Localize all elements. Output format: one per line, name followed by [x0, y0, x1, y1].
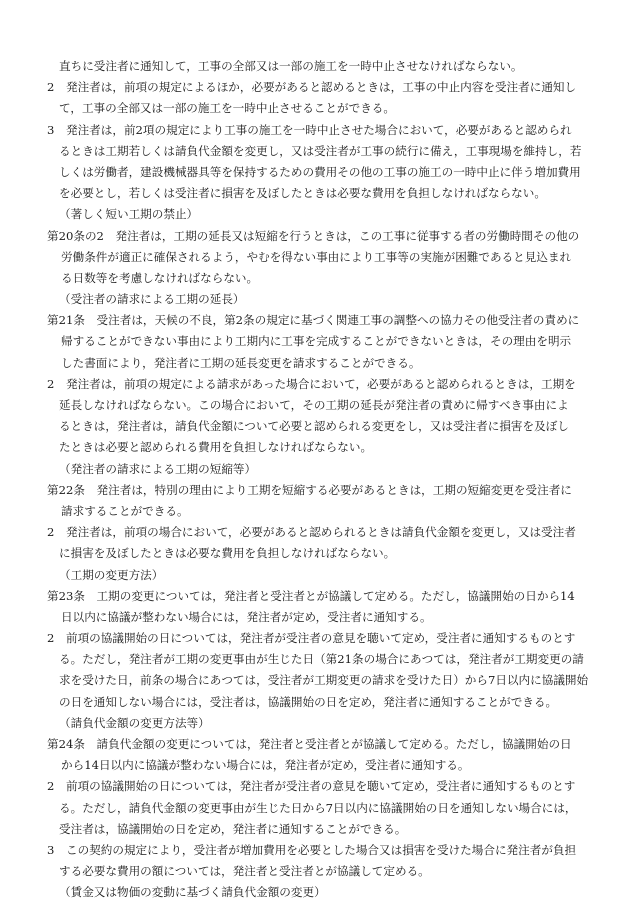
text-line: たときは必要と認められる費用を負担しなければならない。: [59, 440, 373, 455]
text-line: 帰することができない事由により工期内に工事を完成することができないときは，その理由を明示: [61, 334, 572, 349]
article-heading: （受注者の請求による工期の延長）: [59, 292, 245, 307]
text-line: る。ただし，発注者が工期の変更事由が生じた日（第21条の場合にあつては，発注者が工期変更の請: [59, 652, 584, 667]
text-line: 受注者は，協議開始の日を定め，発注者に通知することができる。: [59, 821, 407, 836]
text-line: 日以内に協議が整わない場合には，発注者が定め，受注者に通知する。: [61, 609, 432, 624]
text-line: 2 発注者は，前項の場合において，必要があると認められるときは請負代金額を変更し，又は受注者: [47, 525, 576, 540]
text-line: する必要な費用の額については，発注者と受注者とが協議して定める。: [59, 864, 430, 879]
text-line: 第20条の2 発注者は，工期の延長又は短縮を行うときは，この工事に従事する者の労働時間その他の: [47, 228, 580, 243]
text-line: 2 発注者は，前項の規定による請求があった場合において，必要があると認められるときは，工期を: [47, 376, 576, 391]
text-line: しくは労働者，建設機械器具等を保持するための費用その他の工事の施工の一時中止に伴う増加費用: [59, 164, 581, 179]
text-line: 延長しなければならない。この場合において，その工期の延長が発注者の責めに帰すべき事由によ: [59, 398, 569, 412]
text-line: 第24条 請負代金額の変更については，発注者と受注者とが協議して定める。ただし，協議開始の日: [47, 737, 572, 751]
text-line: 第21条 受注者は，天候の不良，第2条の規定に基づく関連工事の調整への協力その他受注者の責めに: [47, 313, 580, 328]
text-line: 第23条 工期の変更については，発注者と受注者とが協議して定める。ただし，協議開始の日から14: [47, 588, 575, 603]
text-line: の日を通知しない場合には，受注者は，協議開始の日を定め，発注者に通知することができる。: [59, 694, 558, 709]
text-line: を必要とし，若しくは受注者に損害を及ぼしたときは必要な費用を負担しなければならない。: [59, 186, 546, 201]
text-line: 2 前項の協議開始の日については，発注者が受注者の意見を聴いて定め，受注者に通知するものとす: [47, 631, 576, 646]
text-line: 3 この契約の規定により，受注者が増加費用を必要とした場合又は損害を受けた場合に発注者が負担: [47, 842, 577, 857]
text-line: から14日以内に協議が整わない場合には，発注者が定め，受注者に通知する。: [61, 758, 470, 773]
text-line: に損害を及ぼしたときは必要な費用を負担しなければならない。: [59, 546, 396, 561]
article-heading: （著しく短い工期の禁止）: [59, 207, 199, 222]
text-line: 3 発注者は，前2項の規定により工事の施工を一時中止させた場合において，必要があると認められ: [47, 122, 572, 137]
text-line: る。ただし，請負代金額の変更事由が生じた日から7日以内に協議開始の日を通知しない場合には，: [59, 800, 577, 815]
text-line: る日数等を考慮しなければならない。: [61, 270, 259, 285]
text-line: るときは工期若しくは請負代金額を変更し，又は受注者が工事の続行に備え，工事現場を維持し，若: [59, 143, 582, 158]
text-line: て，工事の全部又は一部の施工を一時中止させることができる。: [59, 101, 395, 116]
text-line: 求を受けた日，前条の場合にあつては，受注者が工期変更の請求を受けた日）から7日以内に協議開始: [59, 673, 589, 688]
text-line: 2 発注者は，前項の規定によるほか，必要があると認めるときは，工事の中止内容を受注者に通知し: [47, 80, 577, 95]
article-heading: （請負代金額の変更方法等）: [59, 715, 210, 730]
text-line: 労働条件が適正に確保されるよう，やむを得ない事由により工事等の実施が困難であると見込まれ: [61, 249, 572, 264]
article-heading: （工期の変更方法）: [59, 567, 164, 582]
article-heading: （賃金又は物価の変動に基づく請負代金額の変更）: [59, 885, 326, 900]
text-line: 請求することができる。: [61, 503, 189, 518]
text-line: 直ちに受注者に通知して，工事の全部又は一部の施工を一時中止させなければならない。: [59, 59, 523, 73]
text-line: した書面により，発注者に工期の延長変更を請求することができる。: [61, 355, 421, 370]
text-line: 2 前項の協議開始の日については，発注者が受注者の意見を聴いて定め，受注者に通知するものとす: [47, 779, 576, 794]
text-line: 第22条 発注者は，特別の理由により工期を短縮する必要があるときは，工期の短縮変更を受注者に: [47, 482, 572, 497]
text-line: るときは，発注者は，請負代金額について必要と認められる変更をし，又は受注者に損害を及ぼし: [59, 419, 569, 434]
article-heading: （発注者の請求による工期の短縮等）: [59, 461, 257, 476]
